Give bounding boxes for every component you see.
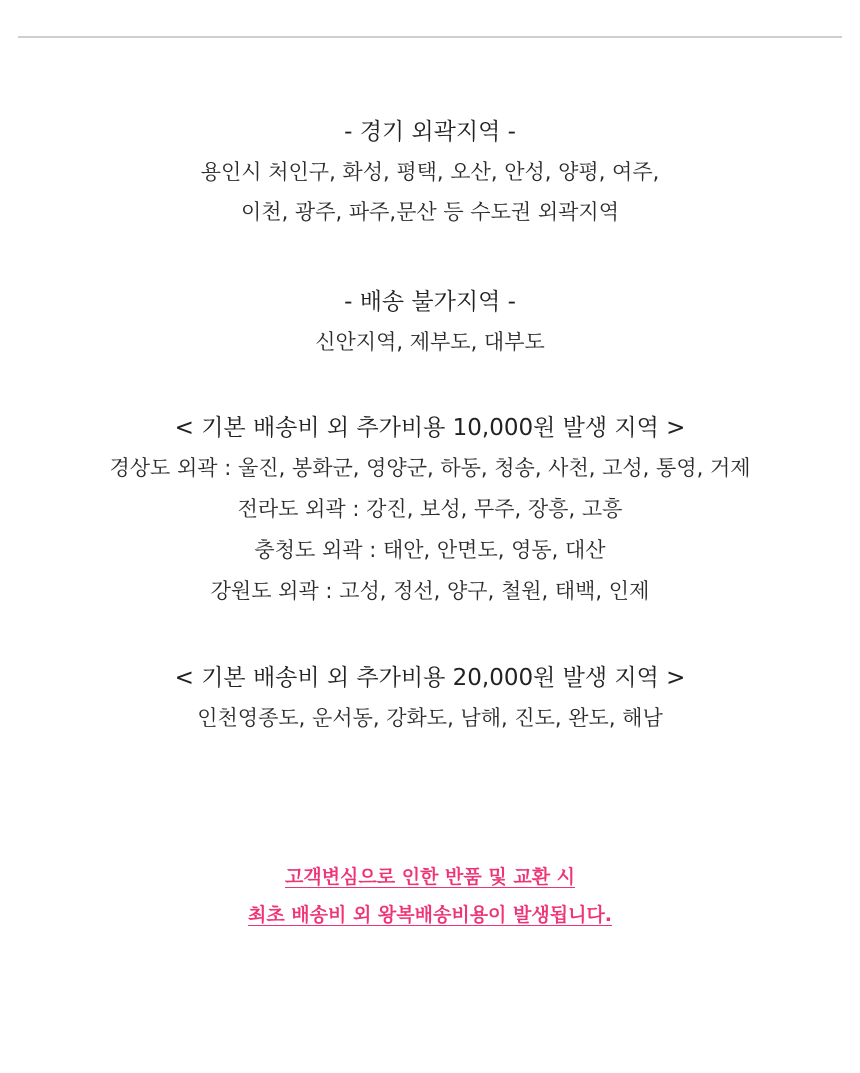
section-unavailable — [0, 282, 860, 362]
region-line: 전라도 외곽 : 강진, 보성, 무주, 장흥, 고흥 — [237, 497, 623, 521]
region-line: 인천영종도, 운서동, 강화도, 남해, 진도, 완도, 해남 — [197, 706, 663, 730]
section-extra-10000 — [0, 408, 860, 612]
region-line: 신안지역, 제부도, 대부도 — [315, 330, 545, 354]
section-heading: - 배송 불가지역 - — [344, 289, 516, 315]
notice-line-1: 고객변심으로 인한 반품 및 교환 시 — [284, 866, 576, 888]
return-notice — [0, 858, 860, 934]
region-line: 경상도 외곽 : 울진, 봉화군, 영양군, 하동, 청송, 사천, 고성, 통영, 거제 — [109, 456, 751, 480]
region-line: 충청도 외곽 : 태안, 안면도, 영동, 대산 — [254, 538, 606, 562]
region-line: 이천, 광주, 파주,문산 등 수도권 외곽지역 — [241, 200, 619, 224]
section-extra-20000 — [0, 658, 860, 738]
region-line: 강원도 외곽 : 고성, 정선, 양구, 철원, 태백, 인제 — [210, 579, 650, 603]
notice-line-2: 최초 배송비 외 왕복배송비용이 발생됩니다. — [247, 904, 613, 926]
section-heading: < 기본 배송비 외 추가비용 20,000원 발생 지역 > — [174, 665, 686, 691]
section-heading: - 경기 외곽지역 - — [344, 119, 516, 145]
shipping-info — [0, 112, 860, 738]
section-heading: < 기본 배송비 외 추가비용 10,000원 발생 지역 > — [174, 415, 686, 441]
region-line: 용인시 처인구, 화성, 평택, 오산, 안성, 양평, 여주, — [200, 160, 660, 184]
top-divider — [18, 36, 842, 38]
section-gyeonggi — [0, 112, 860, 232]
